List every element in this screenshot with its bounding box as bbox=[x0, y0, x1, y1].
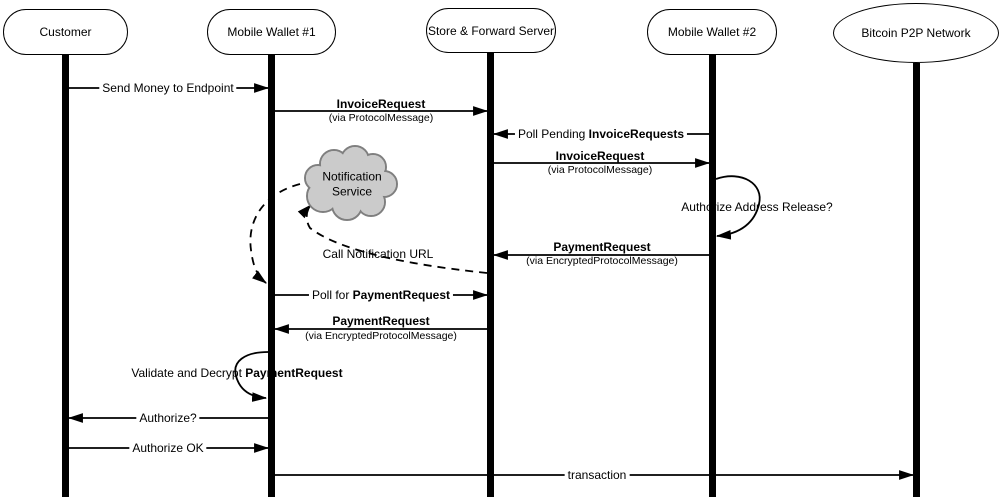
message-label-invoice-request-via: (via ProtocolMessage) bbox=[328, 112, 434, 124]
actor-mobile-wallet-1 bbox=[207, 9, 336, 55]
message-label-transaction: transaction bbox=[565, 468, 630, 482]
lifeline-mobile-wallet-1 bbox=[268, 55, 275, 497]
actor-label: Bitcoin P2P Network bbox=[861, 26, 971, 40]
actor-label: Mobile Wallet #2 bbox=[667, 25, 757, 39]
cloud-label-line2: Service bbox=[331, 184, 372, 198]
actor-store-forward-server bbox=[426, 8, 556, 53]
label-bold: PaymentRequest bbox=[245, 366, 343, 380]
message-label-authorize-address-release: Authorize Address Release? bbox=[681, 200, 833, 214]
label-bold: InvoiceRequests bbox=[588, 127, 685, 141]
dashed-arrow-notify-wallet1 bbox=[250, 184, 300, 283]
message-label-invoice-request2-via: (via ProtocolMessage) bbox=[547, 164, 653, 176]
lifeline-bitcoin-p2p-network bbox=[913, 63, 920, 497]
message-label-payment-request2-via: (via EncryptedProtocolMessage) bbox=[305, 330, 457, 342]
message-label-poll-for-payment bbox=[309, 288, 453, 302]
message-label-validate-decrypt bbox=[131, 366, 342, 380]
message-label-call-notification-url: Call Notification URL bbox=[322, 247, 434, 261]
message-label-authorize-question: Authorize? bbox=[136, 411, 199, 425]
lifeline-customer bbox=[62, 55, 69, 497]
label-prefix: Validate and Decrypt bbox=[131, 366, 246, 380]
message-label-payment-request-name: PaymentRequest bbox=[553, 240, 651, 254]
actor-label: Store & Forward Server bbox=[427, 23, 555, 38]
lifeline-mobile-wallet-2 bbox=[709, 55, 716, 497]
message-label-authorize-ok: Authorize OK bbox=[129, 441, 206, 455]
actor-label: Mobile Wallet #1 bbox=[227, 25, 316, 39]
label-bold: PaymentRequest bbox=[352, 288, 451, 302]
actor-bitcoin-p2p-network bbox=[833, 3, 999, 63]
actor-label: Customer bbox=[39, 25, 92, 39]
message-label-poll-pending bbox=[515, 127, 687, 141]
label-prefix: Poll for bbox=[311, 288, 353, 302]
message-label-payment-request2-name: PaymentRequest bbox=[332, 314, 430, 328]
message-label-invoice-request-name: InvoiceRequest bbox=[336, 97, 426, 111]
actor-mobile-wallet-2 bbox=[647, 9, 777, 55]
label-prefix: Poll Pending bbox=[517, 127, 589, 141]
cloud-label-line1: Notification bbox=[322, 169, 382, 184]
actor-customer bbox=[3, 9, 128, 55]
message-label-payment-request-via: (via EncryptedProtocolMessage) bbox=[526, 255, 678, 267]
dashed-arrow-call-notification-url bbox=[307, 205, 487, 273]
lifeline-store-forward-server bbox=[487, 53, 494, 497]
notification-service-cloud bbox=[322, 170, 381, 199]
message-label-invoice-request2-name: InvoiceRequest bbox=[555, 149, 645, 163]
message-label-send-money: Send Money to Endpoint bbox=[99, 81, 236, 95]
